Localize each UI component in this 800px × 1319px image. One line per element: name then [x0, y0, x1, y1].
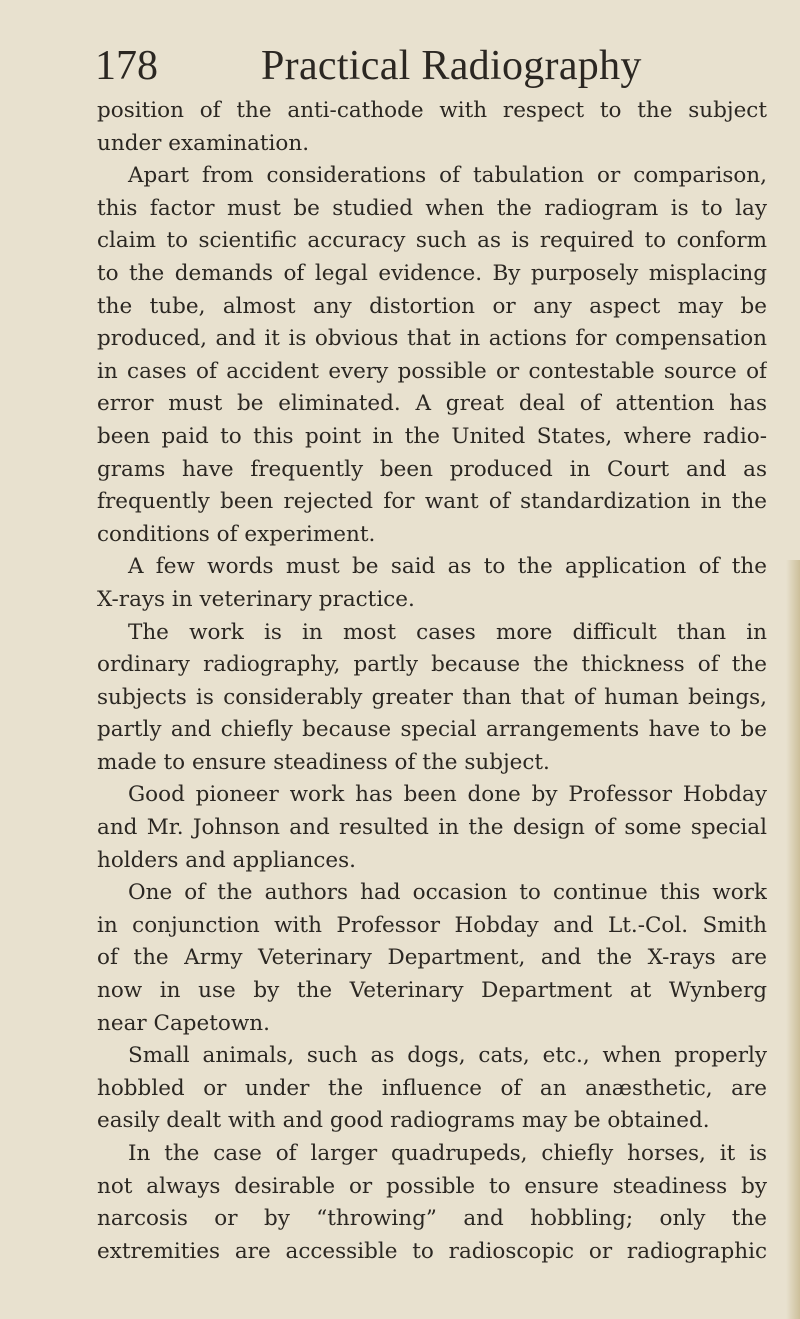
text-line: in cases of accident every possible or contestable source of [97, 358, 767, 384]
page-edge-shading [786, 560, 800, 1319]
paragraph [97, 617, 767, 780]
paragraph [97, 877, 767, 1040]
text-line: now in use by the Veterinary Department at Wynberg [97, 978, 767, 1004]
text-line: subjects is considerably greater than that of human beings, [97, 684, 767, 710]
paragraph [97, 160, 767, 551]
text-line: under examination. [97, 130, 310, 156]
text-line: position of the anti-cathode with respect to the subject [97, 98, 767, 123]
text-line: conditions of experiment. [97, 521, 376, 547]
text-line: ordinary radiography, partly because the thickness of the [97, 652, 767, 678]
text-line: to the demands of legal evidence. By purposely misplacing [97, 260, 767, 286]
text-line: not always desirable or possible to ensure steadiness by [97, 1173, 767, 1199]
text-line: A few words must be said as to the application of the [128, 554, 767, 580]
paragraph [97, 1040, 767, 1138]
text-line: claim to scientific accuracy such as is required to conform [97, 228, 767, 254]
text-line: Small animals, such as dogs, cats, etc., when properly [128, 1043, 767, 1069]
text-line: the tube, almost any distortion or any aspect may be [97, 293, 767, 319]
text-line: holders and appliances. [97, 847, 356, 873]
text-line: hobbled or under the influence of an anæsthetic, are [97, 1075, 767, 1101]
running-title: Practical Radiography [261, 43, 642, 89]
text-line: The work is in most cases more difficult than in [128, 619, 767, 645]
text-line: of the Army Veterinary Department, and the X-rays are [97, 945, 767, 971]
running-head [95, 36, 695, 96]
page-number: 178 [95, 43, 158, 89]
paragraph [97, 1138, 767, 1268]
text-line: error must be eliminated. A great deal of attention has [97, 391, 767, 417]
text-line: grams have frequently been produced in Court and as [97, 456, 767, 482]
text-line: made to ensure steadiness of the subject. [97, 749, 550, 775]
text-line: produced, and it is obvious that in actions for compensation [97, 326, 767, 352]
text-line: extremities are accessible to radioscopic or radiographic [97, 1238, 767, 1264]
text-line: easily dealt with and good radiograms may be obtained. [97, 1108, 710, 1134]
text-line: narcosis or by “throwing” and hobbling; only the [97, 1206, 767, 1232]
text-line: in conjunction with Professor Hobday and Lt.-Col. Smith [97, 912, 767, 938]
text-line: Apart from considerations of tabulation or comparison, [128, 163, 767, 189]
text-line: Good pioneer work has been done by Professor Hobday [128, 782, 767, 808]
paragraph [97, 95, 767, 160]
text-line: frequently been rejected for want of standardization in the [97, 489, 767, 515]
text-line: been paid to this point in the United States, where radio- [97, 423, 767, 449]
text-line: this factor must be studied when the radiogram is to lay [97, 195, 767, 221]
text-line: X-rays in veterinary practice. [97, 586, 415, 612]
text-line: near Capetown. [97, 1010, 270, 1036]
body-text [97, 95, 767, 1268]
paragraph [97, 779, 767, 877]
paragraph [97, 551, 767, 616]
text-line: In the case of larger quadrupeds, chiefly horses, it is [128, 1141, 767, 1166]
text-line: One of the authors had occasion to continue this work [128, 880, 767, 906]
text-line: and Mr. Johnson and resulted in the design of some special [97, 815, 767, 841]
text-line: partly and chiefly because special arrangements have to be [97, 717, 767, 743]
